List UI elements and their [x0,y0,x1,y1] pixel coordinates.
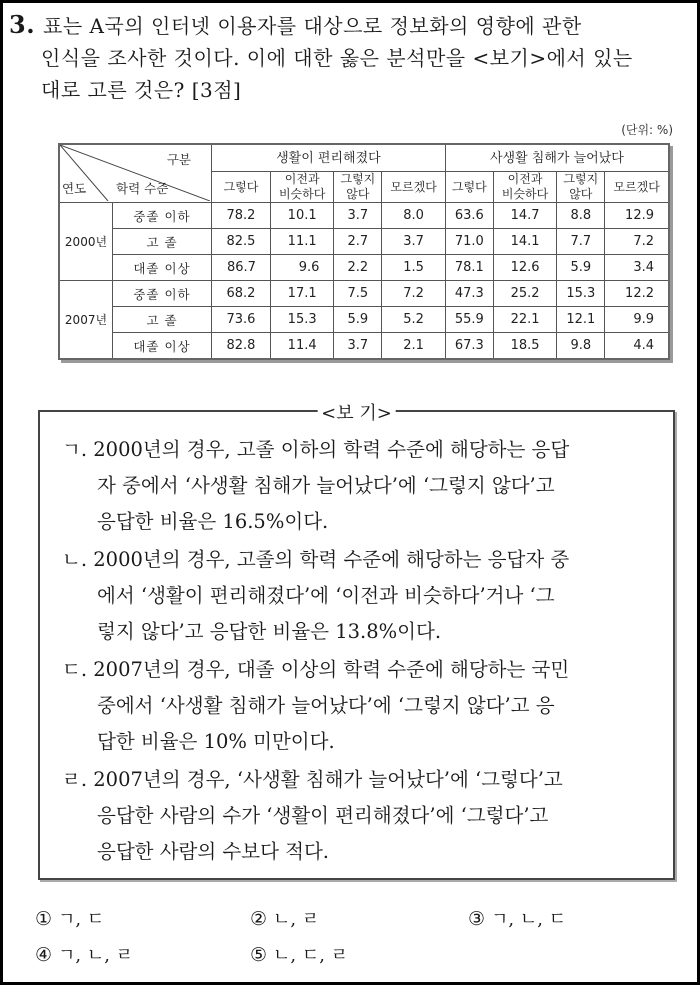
value-cell: 47.3 [445,281,493,307]
education-cell: 대졸 이상 [113,333,212,360]
question-line: 대로 고른 것은? [3점] [41,78,242,102]
table-row [59,307,669,333]
item-line: ㄷ. 2007년의 경우, 대졸 이상의 학력 수준에 해당하는 국민 [62,658,570,681]
item-line: ㄹ. 2007년의 경우, ‘사생활 침해가 늘어났다’에 ‘그렇다’고 [62,768,563,791]
choice-4[interactable]: ④ ㄱ, ㄴ, ㄹ [35,944,134,966]
table-row [59,281,669,307]
value-cell: 78.2 [212,203,271,229]
education-cell: 중졸 이하 [113,203,212,229]
value-cell: 2.2 [334,255,382,281]
bogi-item-digeut [62,652,662,760]
value-cell: 71.0 [445,229,493,255]
choice-3[interactable]: ③ ㄱ, ㄴ, ㄷ [468,908,567,930]
value-cell: 7.7 [557,229,605,255]
item-line: ㄱ. 2000년의 경우, 고졸 이하의 학력 수준에 해당하는 응답 [62,438,570,461]
value-cell: 15.3 [270,307,334,333]
question-number: 3. [9,10,36,39]
item-line: 중에서 ‘사생활 침해가 늘어났다’에 ‘그렇지 않다’고 응 [97,694,555,717]
value-cell: 5.9 [334,307,382,333]
table-row [59,255,669,281]
education-cell: 고 졸 [113,307,212,333]
unit-label: (단위: %) [621,123,673,137]
corner-label-category: 구분 [166,152,191,167]
education-cell: 중졸 이하 [113,281,212,307]
choice-number: ③ [468,908,486,930]
subheader-no: 그렇지 않다 [334,172,382,203]
table-corner-header [59,144,212,203]
question-line: 인식을 조사한 것이다. 이에 대한 옳은 분석만을 <보기>에서 있는 [41,46,633,70]
item-line: 렇지 않다’고 응답한 비율은 13.8%이다. [97,620,442,643]
bogi-item-giyeok [62,432,662,540]
bogi-box [38,403,675,880]
choice-1[interactable]: ① ㄱ, ㄷ [35,908,105,930]
year-cell: 2007년 [59,281,113,360]
subheader-same: 이전과 비슷하다 [270,172,334,203]
subheader-no: 그렇지 않다 [557,172,605,203]
item-label: ㄷ. [62,658,88,681]
value-cell: 67.3 [445,333,493,360]
value-cell: 3.4 [605,255,669,281]
subheader-yes: 그렇다 [445,172,493,203]
value-cell: 9.6 [270,255,334,281]
item-label: ㄱ. [62,438,88,461]
value-cell: 12.1 [557,307,605,333]
value-cell: 73.6 [212,307,271,333]
value-cell: 12.6 [493,255,557,281]
value-cell: 12.9 [605,203,669,229]
value-cell: 7.5 [334,281,382,307]
survey-table [58,143,670,360]
value-cell: 78.1 [445,255,493,281]
question-text: 표는 A국의 인터넷 이용자를 대상으로 정보화의 영향에 관한 [43,14,582,38]
value-cell: 14.1 [493,229,557,255]
value-cell: 1.5 [382,255,446,281]
item-label: ㄴ. [62,548,88,571]
value-cell: 82.5 [212,229,271,255]
item-line: 응답한 사람의 수가 ‘생활이 편리해졌다’에 ‘그렇다’고 [97,804,549,827]
choice-2[interactable]: ② ㄴ, ㄹ [250,908,320,930]
question-line [9,9,689,42]
value-cell: 11.1 [270,229,334,255]
value-cell: 9.8 [557,333,605,360]
value-cell: 82.8 [212,333,271,360]
choice-number: ② [250,908,268,930]
value-cell: 63.6 [445,203,493,229]
value-cell: 14.7 [493,203,557,229]
group-header-convenience: 생활이 편리해졌다 [212,144,446,172]
corner-label-education: 학력 수준 [116,181,169,196]
item-line: 에서 ‘생활이 편리해졌다’에 ‘이전과 비슷하다’거나 ‘그 [97,584,555,607]
table-row [59,333,669,360]
corner-label-year: 연도 [62,181,87,196]
value-cell: 3.7 [382,229,446,255]
value-cell: 17.1 [270,281,334,307]
value-cell: 55.9 [445,307,493,333]
bogi-item-rieul [62,762,662,870]
value-cell: 86.7 [212,255,271,281]
item-line: ㄴ. 2000년의 경우, 고졸의 학력 수준에 해당하는 응답자 중 [62,548,570,571]
value-cell: 18.5 [493,333,557,360]
value-cell: 7.2 [605,229,669,255]
choice-5[interactable]: ⑤ ㄴ, ㄷ, ㄹ [250,944,349,966]
value-cell: 5.2 [382,307,446,333]
item-line: 응답한 비율은 16.5%이다. [97,510,329,533]
choice-number: ④ [35,944,53,966]
item-label: ㄹ. [62,768,88,791]
value-cell: 3.7 [334,333,382,360]
subheader-yes: 그렇다 [212,172,271,203]
group-header-privacy: 사생활 침해가 늘어났다 [445,144,669,172]
value-cell: 7.2 [382,281,446,307]
value-cell: 8.0 [382,203,446,229]
subheader-unknown: 모르겠다 [605,172,669,203]
education-cell: 대졸 이상 [113,255,212,281]
value-cell: 68.2 [212,281,271,307]
value-cell: 11.4 [270,333,334,360]
value-cell: 10.1 [270,203,334,229]
value-cell: 4.4 [605,333,669,360]
value-cell: 22.1 [493,307,557,333]
value-cell: 5.9 [557,255,605,281]
bogi-item-nieun [62,542,662,650]
exam-page [3,3,697,982]
question-stem [9,9,689,106]
education-cell: 고 졸 [113,229,212,255]
value-cell: 15.3 [557,281,605,307]
subheader-unknown: 모르겠다 [382,172,446,203]
value-cell: 2.7 [334,229,382,255]
year-cell: 2000년 [59,203,113,281]
value-cell: 25.2 [493,281,557,307]
item-line: 답한 비율은 10% 미만이다. [97,730,335,753]
table-row [59,229,669,255]
choice-number: ① [35,908,53,930]
subheader-same: 이전과 비슷하다 [493,172,557,203]
choice-number: ⑤ [250,944,268,966]
value-cell: 9.9 [605,307,669,333]
value-cell: 8.8 [557,203,605,229]
item-line: 응답한 사람의 수보다 적다. [97,840,330,863]
bogi-title: <보 기> [317,399,396,425]
value-cell: 2.1 [382,333,446,360]
table-row [59,203,669,229]
item-line: 자 중에서 ‘사생활 침해가 늘어났다’에 ‘그렇지 않다’고 [97,474,555,497]
value-cell: 3.7 [334,203,382,229]
value-cell: 12.2 [605,281,669,307]
